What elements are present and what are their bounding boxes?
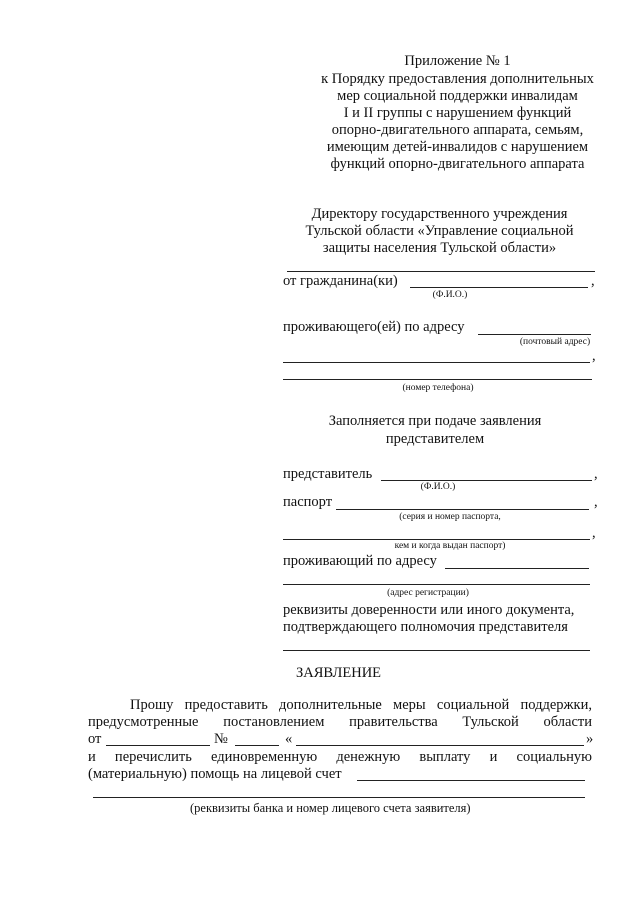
representative-heading: Заполняется при подаче заявления (328, 413, 542, 429)
address-field[interactable] (478, 334, 591, 335)
decree-number-field[interactable] (235, 745, 279, 746)
poa-field[interactable] (283, 650, 590, 651)
annex-line: мер социальной поддержки инвалидам (337, 88, 578, 104)
statement-text-line: предусмотренные постановлением правительства Тульской области (88, 714, 592, 730)
quote-close: » (586, 731, 594, 747)
comma: , (591, 273, 595, 289)
addressee-line: Тульской области «Управление социальной (305, 223, 574, 239)
statement-text-line: Прошу предоставить дополнительные меры социальной поддержки, (130, 697, 592, 713)
comma: , (592, 348, 596, 364)
annex-title: Приложение № 1 (404, 53, 511, 69)
addressee-line: Директору государственного учреждения (311, 206, 568, 222)
passport-issued-hint: кем и когда выдан паспорт) (394, 541, 506, 551)
fill-line[interactable] (287, 271, 595, 272)
comma: , (592, 525, 596, 541)
from-citizen-label: от гражданина(ки) (283, 273, 398, 289)
addressee-line: защиты населения Тульской области» (322, 240, 557, 256)
bank-details-hint: (реквизиты банка и номер лицевого счета заявителя) (190, 801, 471, 815)
registration-address-field[interactable] (283, 584, 590, 585)
representative-name-field[interactable] (381, 480, 592, 481)
passport-label: паспорт (283, 494, 333, 510)
representative-label: представитель (283, 466, 373, 482)
comma: , (594, 466, 598, 482)
statement-title: ЗАЯВЛЕНИЕ (296, 665, 382, 681)
representative-heading: представителем (385, 431, 485, 447)
residence-label: проживающий по адресу (283, 553, 437, 569)
address-label: проживающего(ей) по адресу (283, 319, 465, 335)
annex-line: имеющим детей-инвалидов с нарушением (326, 139, 589, 155)
passport-hint: (серия и номер паспорта, (399, 512, 501, 522)
poa-label: подтверждающего полномочия представителя (283, 619, 568, 635)
registration-hint: (адрес регистрации) (387, 588, 469, 598)
passport-issued-field[interactable] (283, 539, 590, 540)
bank-details-field[interactable] (93, 797, 585, 798)
residence-field[interactable] (445, 568, 589, 569)
decree-date-field[interactable] (106, 745, 210, 746)
applicant-name-field[interactable] (410, 287, 588, 288)
decree-name-field[interactable] (296, 745, 584, 746)
from-word: от (88, 731, 102, 747)
annex-line: функций опорно-двигательного аппарата (330, 156, 585, 172)
fio-hint: (Ф.И.О.) (432, 290, 468, 300)
poa-label: реквизиты доверенности или иного документа, (283, 602, 575, 618)
annex-line: опорно-двигательного аппарата, семьям, (331, 122, 584, 138)
passport-field[interactable] (336, 509, 589, 510)
statement-text-line: (материальную) помощь на лицевой счет (88, 766, 342, 782)
account-field[interactable] (357, 780, 585, 781)
quote-open: « (285, 731, 293, 747)
fio-hint: (Ф.И.О.) (420, 482, 456, 492)
statement-text-line: и перечислить единовременную денежную выплату и социальную (88, 749, 592, 765)
address-field-continuation[interactable] (283, 362, 590, 363)
annex-line: к Порядку предоставления дополнительных (321, 71, 594, 87)
phone-hint: (номер телефона) (402, 383, 474, 393)
comma: , (594, 494, 598, 510)
postal-address-hint: (почтовый адрес) (519, 337, 591, 347)
number-sign: № (214, 731, 228, 747)
phone-field[interactable] (283, 379, 592, 380)
annex-line: I и II группы с нарушением функций (343, 105, 572, 121)
